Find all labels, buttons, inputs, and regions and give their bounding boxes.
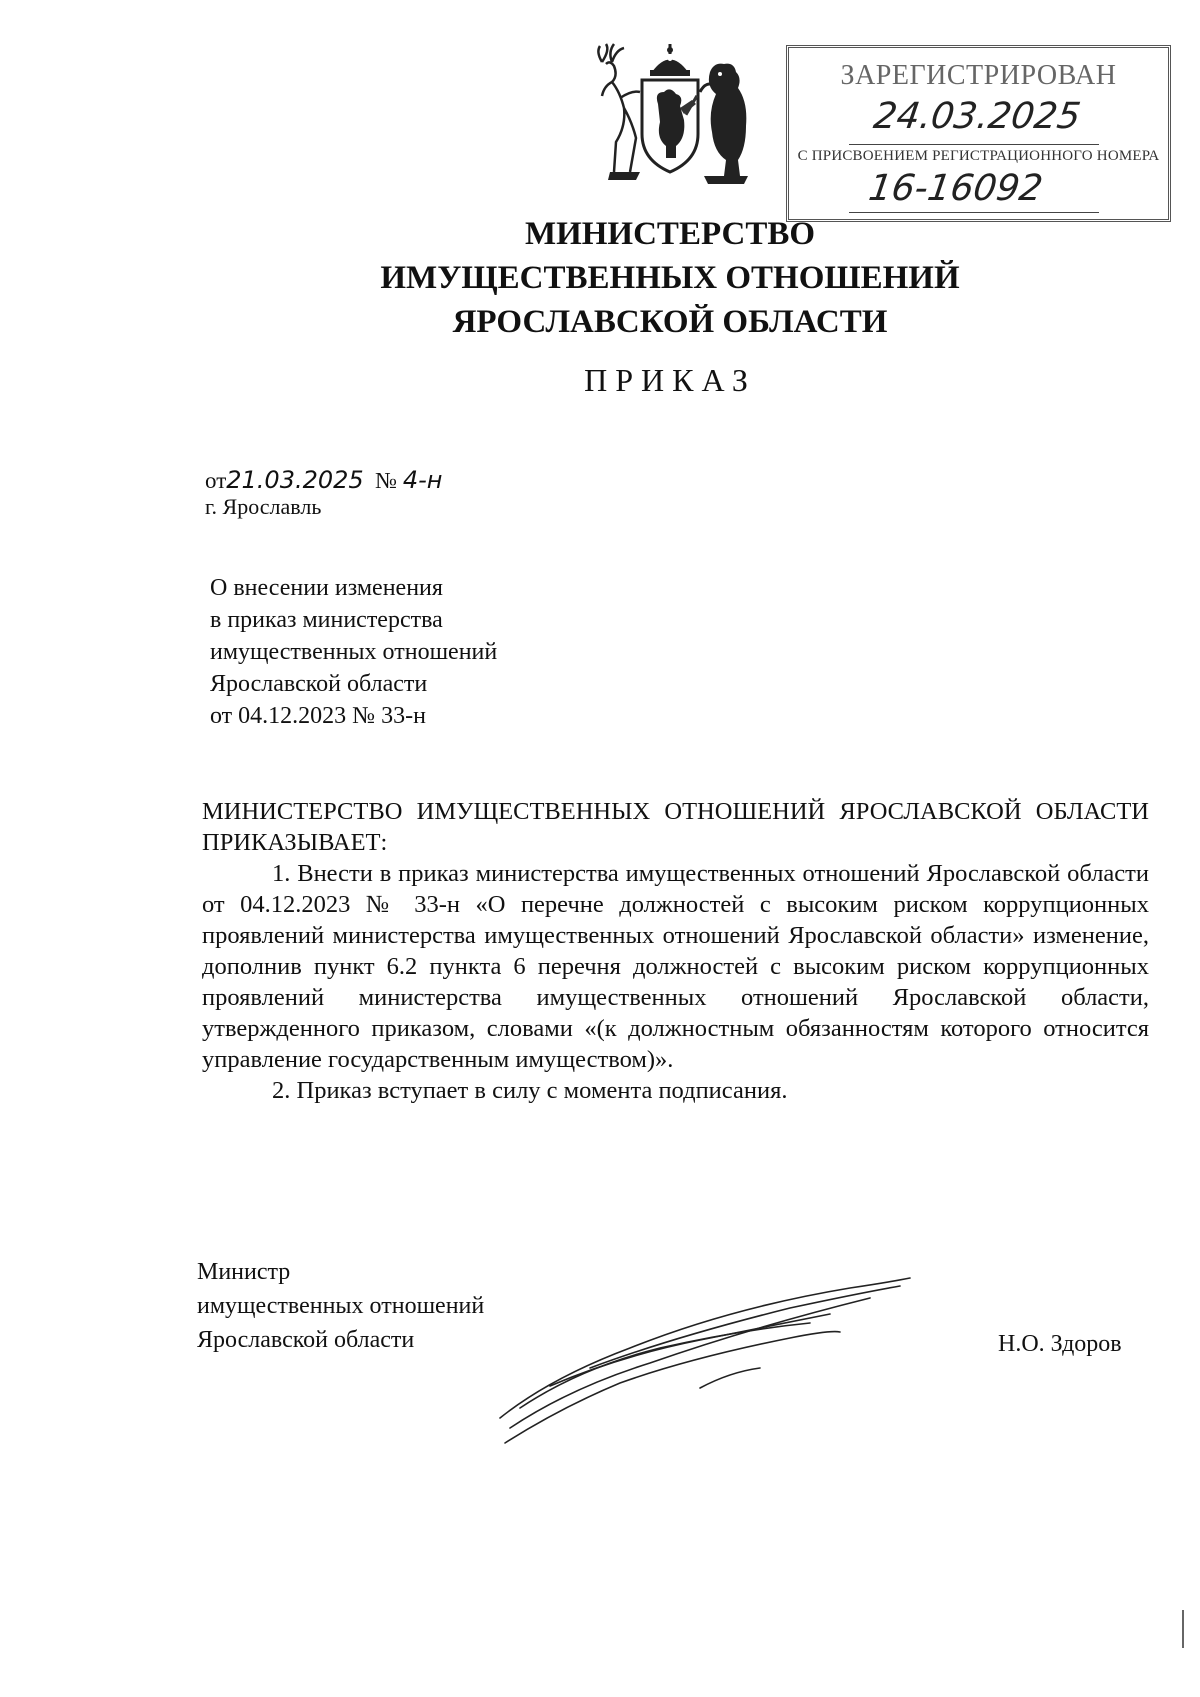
signer-name: Н.О. Здоров xyxy=(998,1331,1122,1357)
order-item-1: 1. Внести в приказ министерства имущественных отношений Ярославской области от 04.12.2023 № 33-н «О перечне должностей с высоким риском коррупционных проявлений министерства имущественных отношений Ярославской области» изменение, дополнив пункт 6.2 пункта 6 перечня должностей с высоким риском коррупционных проявлений министерства имущественных отношений Ярославской области, утвержденного приказом, словами «(к должностным обязанностям которого относится управление государственным имуществом)». xyxy=(202,860,1149,1073)
signer-position-line: Ярославской области xyxy=(197,1327,415,1353)
stamp-date-line xyxy=(849,144,1099,145)
order-item-2: 2. Приказ вступает в силу с момента подписания. xyxy=(272,1077,788,1104)
subject-line: в приказ министерства xyxy=(210,607,443,633)
signer-position-line: имущественных отношений xyxy=(197,1293,485,1319)
order-number-label: № xyxy=(375,468,398,493)
subject-line: имущественных отношений xyxy=(210,639,498,665)
ministry-title-line: ЯРОСЛАВСКОЙ ОБЛАСТИ xyxy=(452,304,888,340)
stamp-number: 16-16092 xyxy=(866,168,1046,209)
order-subject xyxy=(210,572,630,732)
coat-of-arms-icon xyxy=(580,42,760,192)
document-type: ПРИКАЗ xyxy=(584,362,756,398)
order-number: 4-н xyxy=(402,466,443,494)
signer-position-line: Министр xyxy=(197,1259,291,1285)
order-body xyxy=(202,796,1149,1106)
ministry-title-line: ИМУЩЕСТВЕННЫХ ОТНОШЕНИЙ xyxy=(380,260,960,296)
stamp-caption: С ПРИСВОЕНИЕМ РЕГИСТРАЦИОННОГО НОМЕРА xyxy=(797,148,1160,164)
order-city: г. Ярославль xyxy=(205,494,322,519)
subject-line: О внесении изменения xyxy=(210,575,443,601)
order-from-label: от xyxy=(205,468,227,493)
scan-margin-mark xyxy=(1182,1610,1184,1648)
stamp-date: 24.03.2025 xyxy=(871,96,1084,137)
subject-line: от 04.12.2023 № 33-н xyxy=(210,703,426,729)
handwritten-signature-icon xyxy=(490,1268,940,1458)
registration-stamp xyxy=(786,45,1171,222)
subject-line: Ярославской области xyxy=(210,671,428,697)
stamp-title: ЗАРЕГИСТРИРОВАН xyxy=(840,60,1117,91)
order-date-number xyxy=(205,466,443,494)
order-date: 21.03.2025 xyxy=(226,466,364,494)
signer-position xyxy=(197,1255,484,1357)
order-preamble: МИНИСТЕРСТВО ИМУЩЕСТВЕННЫХ ОТНОШЕНИЙ ЯРОСЛАВСКОЙ ОБЛАСТИ ПРИКАЗЫВАЕТ: xyxy=(202,798,1149,856)
ministry-title-line: МИНИСТЕРСТВО xyxy=(524,216,816,252)
ministry-title xyxy=(300,212,1040,344)
